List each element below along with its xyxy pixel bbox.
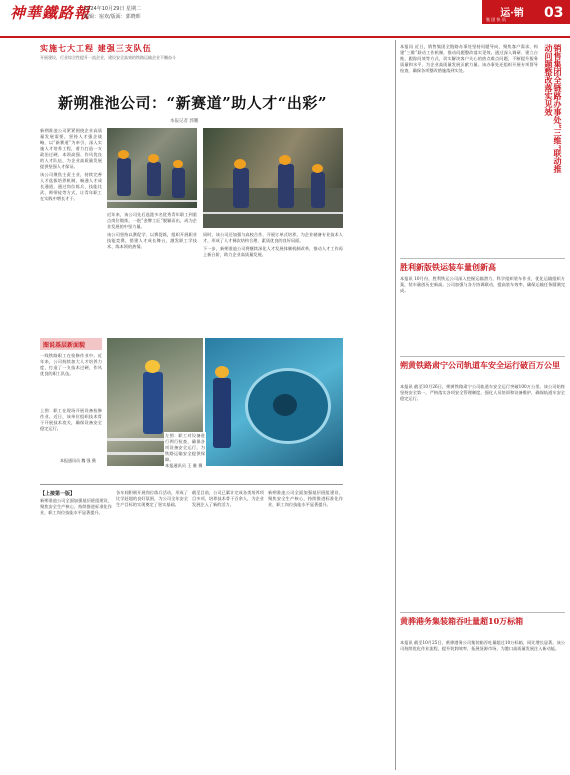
helmet-icon xyxy=(312,164,323,173)
small3-body: 本报讯 截至10月25日，黄骅港务公司集装箱吞吐量超过10万标箱，同比增长显著。该公司持续优化作业流程，提升装卸效率，拓展货源市场，为港口高质量发展注入新动能。 xyxy=(400,640,565,651)
small1-title: 胜利新版铁运装车量创新高 xyxy=(400,262,496,272)
masthead xyxy=(0,0,570,36)
helmet-icon xyxy=(145,360,160,373)
section-label: 运·销 xyxy=(500,8,524,19)
right-divider xyxy=(400,258,565,259)
helmet-icon xyxy=(215,366,229,378)
newspaper-logo: 神華鐵路報 xyxy=(10,4,91,22)
right-divider xyxy=(400,612,565,613)
lead-paragraph: 近年来，该公司先后选派多名优秀青年职工到重点岗位锻炼，一批“金牌工匠”脱颖而出，成为企业发展的中坚力量。 xyxy=(107,212,197,229)
bottom-col2: 各车间积极开展岗位练兵活动，形成了比学赶超的良好氛围，为公司全年安全生产目标的实现奠定了坚实基础。 xyxy=(116,490,188,507)
rail-line xyxy=(203,212,343,214)
lead-photo-2 xyxy=(203,128,343,228)
lead-subkicker: 开展建设，行业综合性提升一流企业，建设安全高效的铁路运输企业不懈奋斗 xyxy=(40,55,176,60)
helmet-icon xyxy=(148,154,159,163)
lead-paragraph: 该公司聚焦主责主业，持续完善人才选拔培养机制，畅通人才成长通道，通过岗位练兵、技能比武、师带徒等方式，让青年职工在实践中增长才干。 xyxy=(40,172,102,201)
lead-paragraph: 该公司坚持以赛促学、以赛促练，组织开展职业技能竞赛，搭建人才成长舞台，激发职工学技术、练本领的热情。 xyxy=(107,232,197,249)
edition-info: 编辑：宿欢/版面：郭晓晖 xyxy=(84,14,141,20)
helmet-icon xyxy=(279,155,291,165)
right-lead-article xyxy=(400,40,565,180)
lead-paragraph: 同时，该公司还加强与高校合作，开展订单式培养，为企业储备专业技术人才，形成了人才梯次结构合理、素质优良的良好局面。 xyxy=(203,232,343,243)
small1-body: 本报讯 10月份，胜利铁运公司深入挖掘运输潜力，科学组织装车作业，优化运输组织方案，装车量创历史新高。公司加强与各方协调联动，提高装车效率，确保运输任务圆满完成。 xyxy=(400,276,565,293)
right-divider xyxy=(400,356,565,357)
worker-figure xyxy=(143,372,163,434)
lead-body-col2 xyxy=(107,212,197,334)
photo-caption-text: 左图：职工对设备进行例行检查，确保各项设备安全运行，为铁路运输安全提供保障。 xyxy=(165,433,205,462)
caption-box-text: 一线铁路职工在检修作业中。近年来，公司持续加大人才培养力度，打造了一支技术过硬、作风优良的职工队伍。 xyxy=(40,353,102,376)
photo-motor-equipment xyxy=(205,338,343,466)
small2-title: 朔黄铁路肃宁公司轨道车安全运行破百万公里 xyxy=(400,360,560,370)
section-divider xyxy=(40,484,343,485)
small3-title: 黄骅港务集装箱吞吐量超10万标箱 xyxy=(400,616,524,626)
right-lead-headline: 销售集团全链路办事处“三维”联动推动问题整改落实见效 xyxy=(544,44,563,174)
issue-date: 2024年10月29日 星期二 xyxy=(84,6,142,12)
lead-body-col1 xyxy=(40,128,102,333)
lead-photo-1 xyxy=(107,128,197,208)
bottom-col4: 新朔准池公司全面加强基层班组建设，聚焦安全生产核心，持续推进标准化作业，职工岗位技能水平显著提升。 xyxy=(268,490,343,507)
caption-box2-text: 上图：职工在现场开展设备检修作业。近日，该单位组织技术骨干开展技术攻关，确保设备安全稳定运行。 xyxy=(40,408,102,431)
lead-paragraph: 新朔准池公司紧紧围绕企业高质量发展需要，坚持人才强企战略，以“新赛道”为牵引，深入实施人才培养工程，着力打造一支政治过硬、本领高强、作风优良的人才队伍，为企业高质量发展提供坚强人才保证。 xyxy=(40,128,102,169)
worker-figure xyxy=(233,168,249,208)
rail-line xyxy=(107,200,197,202)
column-divider xyxy=(395,40,396,770)
helmet-icon xyxy=(173,160,183,168)
lead-body-col3 xyxy=(203,232,343,334)
lead-kicker: 实施七大工程 建强三支队伍 xyxy=(40,43,152,53)
worker-figure xyxy=(311,172,325,208)
motor-core xyxy=(273,394,297,416)
lead-paragraph: 下一步，新朔准池公司将继续深化人才发展体制机制改革，推动人才工作再上新台阶，助力企业高质量发展。 xyxy=(203,246,343,257)
worker-figure xyxy=(172,168,185,198)
worker-figure xyxy=(213,378,231,448)
small2-body: 本报讯 截至10月26日，朔黄铁路肃宁公司轨道车安全运行突破100万公里。该公司始终坚持安全第一，严格落实各项安全管理制度，强化人员培训和设备维护，确保轨道车安全稳定运行。 xyxy=(400,384,565,401)
bottom-col1: 新朔准池公司全面加强基层班组建设，聚焦安全生产核心，持续推进标准化作业，职工岗位技能水平显著提升。 xyxy=(40,498,112,515)
photo-caption-byline: 本报通讯员 王 雅 摄 xyxy=(165,463,203,468)
page-number: 03 xyxy=(544,5,564,21)
photo-caption xyxy=(164,432,206,480)
worker-figure xyxy=(147,162,161,196)
right-lead-body: 本报讯 近日，销售集团全链路办事处坚持问题导向，聚焦客户需求，构建“三维”联动工作机制，推动问题整改落实见效。通过深入调研、建立台账、跟踪问效等方式，切实解决客户关心的热点难点问题，不断提升服务质量和水平，为企业高质量发展贡献力量。该办事处还组织开展专项督导检查，确保各项整改措施落到实处。 xyxy=(400,44,538,73)
lead-headline: 新朔准池公司：“新赛道”助人才“出彩” xyxy=(58,94,328,112)
lead-byline: 本报记者 郭鹏 xyxy=(170,119,199,124)
helmet-icon xyxy=(234,159,246,169)
worker-figure xyxy=(117,158,131,196)
caption-box2-byline: 本报通讯员 魏 强 摄 xyxy=(60,458,96,463)
bottom-col3: 截至目前，公司已累计完成各类培养项目多项，培养技术骨干百余人，为企业发展注入了新的活力。 xyxy=(192,490,264,507)
bottom-kicker: 【上接第一版】 xyxy=(40,491,76,497)
section-sub: 集 团 快 讯 xyxy=(486,17,506,22)
header-rule xyxy=(0,36,570,38)
worker-figure xyxy=(278,164,294,208)
helmet-icon xyxy=(118,150,129,159)
caption-box-title: 图说基层新面貌 xyxy=(43,342,86,349)
caption-box-header xyxy=(40,338,102,350)
